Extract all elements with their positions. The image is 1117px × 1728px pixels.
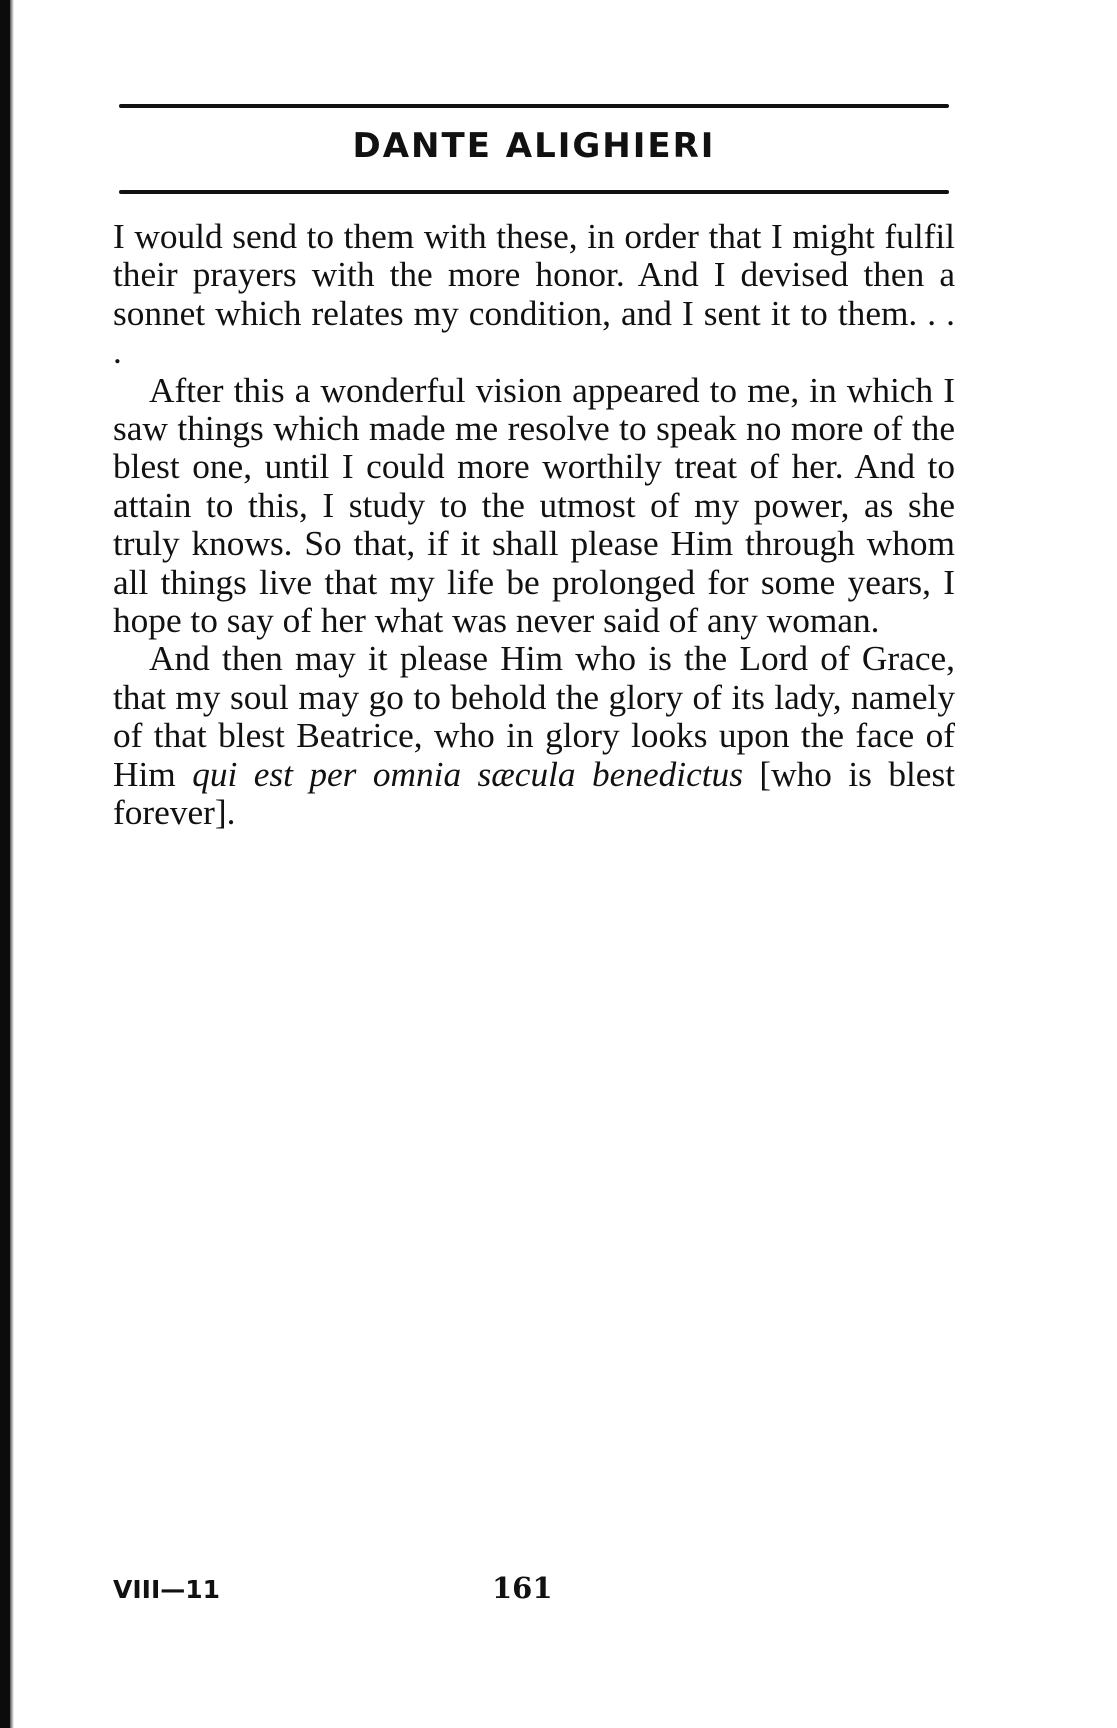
- closing-text-end: [who is blest forever].: [113, 754, 955, 833]
- paragraph-vision: After this a wonderful vision appeared to me, in which I saw things which made me resolve to speak no more of the blest one, until I could more worthily treat of her. And to attain to this, I study to the utmost of my power, as she truly knows. So that, if it shall please Him through whom all things live that my life be prolonged for some years, I hope to say of her what was never said of any woman.: [113, 370, 955, 641]
- signature-mark: VIII—11: [113, 1575, 221, 1604]
- latin-phrase: qui est per omnia sæcula benedictus: [192, 754, 743, 794]
- spine-shadow: [10, 0, 14, 1728]
- header-bottom-rule: [119, 190, 949, 194]
- book-spine-edge: [0, 0, 10, 1728]
- closing-text-start: And then may it please Him who is the Lord of Grace, that my soul may go to behold the glory of its lady, namely of that blest Beatrice, who in glory looks upon the face of Him: [113, 639, 955, 794]
- paragraph-continuation: I would send to them with these, in order that I might fulfil their prayers with the more honor. And I devised then a sonnet which relates my condition, and I sent it to them. . . .: [113, 217, 955, 372]
- page-number: 161: [492, 1571, 553, 1605]
- header-top-rule: [119, 104, 949, 108]
- body-text: [113, 218, 955, 833]
- paragraph-closing: [113, 640, 955, 832]
- running-head-title: DANTE ALIGHIERI: [352, 126, 716, 166]
